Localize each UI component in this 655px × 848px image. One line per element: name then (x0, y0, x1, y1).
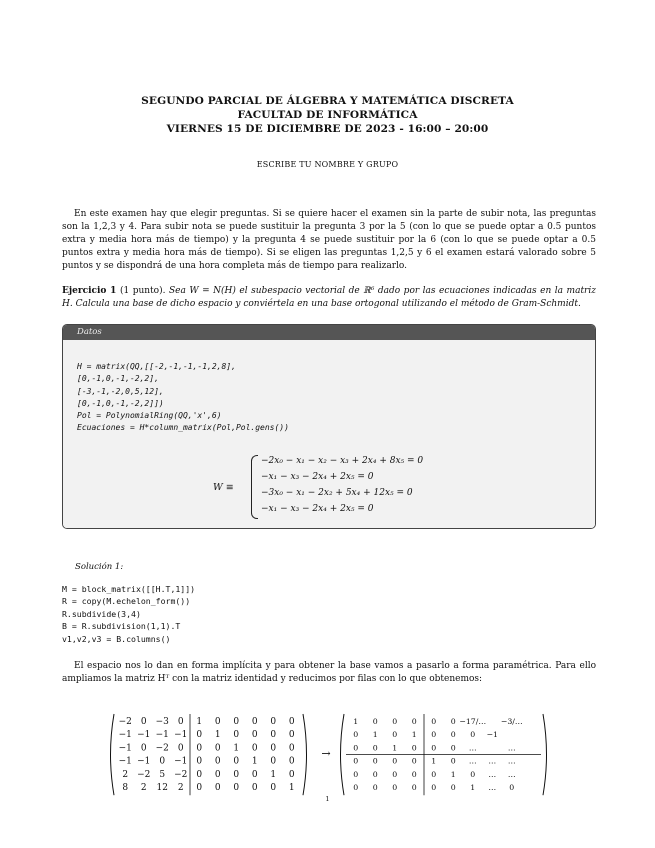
matrix-cell: 0 (372, 743, 378, 753)
matrix-cell: 1 (233, 743, 240, 754)
matrix-cell: −1 (174, 730, 188, 741)
matrix-cell: 0 (251, 769, 258, 780)
matrix-cell: … (468, 743, 477, 753)
header-line-2: FACULTAD DE INFORMÁTICA (237, 109, 418, 121)
matrix-cell: … (488, 756, 497, 766)
matrix-cell: 0 (288, 730, 295, 741)
matrix-cell: 0 (411, 769, 417, 779)
matrix-cell: 0 (509, 783, 515, 792)
datos-box (62, 324, 596, 529)
matrix-cell: −1 (174, 756, 188, 767)
matrix-cell: 0 (450, 717, 456, 726)
matrix-cell: 0 (233, 717, 240, 727)
code-line: v1,v2,v3 = B.columns() (62, 633, 171, 644)
exercise-label: Ejercicio 1 (62, 286, 117, 296)
code-line: B = R.subdivision(1,1).T (62, 621, 181, 632)
matrix-cell: 0 (353, 730, 359, 740)
matrix-cell: 0 (470, 730, 476, 740)
matrix-cell: 0 (372, 756, 378, 766)
matrix-cell: 0 (392, 769, 398, 779)
matrix-cell: 0 (270, 783, 277, 793)
matrix-cell: 0 (177, 743, 184, 754)
matrix-cell: 0 (214, 783, 221, 793)
matrix-cell: 0 (450, 783, 456, 792)
matrix-cell: 1 (431, 756, 437, 766)
header-line-1: SEGUNDO PARCIAL DE ÁLGEBRA Y MATEMÁTICA DISCRETA (141, 95, 514, 107)
exercise-points: (1 punto). (119, 286, 166, 296)
matrix-cell: 0 (353, 769, 359, 779)
code-line: [-3,-1,-2,0,5,12], (77, 386, 164, 396)
matrix-cell: 0 (233, 783, 240, 793)
matrix-cell: … (507, 756, 516, 766)
matrix-cell: 0 (140, 743, 147, 754)
matrix-cell: −1 (137, 756, 151, 767)
matrix-cell: 0 (392, 730, 398, 740)
matrix-cell: 1 (372, 730, 378, 740)
matrix-cell: 0 (270, 730, 277, 741)
matrix-cell: 1 (411, 730, 417, 740)
matrix-cell: 0 (251, 717, 258, 727)
matrix-figure (106, 710, 551, 796)
matrix-cell: … (507, 769, 516, 779)
matrix-cell: 0 (288, 756, 295, 767)
matrix-cell: −3/… (500, 717, 523, 726)
code-line: [0,-1,0,-1,-2,2], (77, 374, 159, 384)
matrix-cell: 0 (372, 783, 378, 792)
matrix-cell: … (507, 743, 516, 753)
matrix-cell: −1 (486, 730, 498, 740)
right-paren (303, 714, 307, 795)
matrix-cell: −1 (118, 743, 132, 754)
datos-body (63, 340, 595, 528)
matrix-cell: 0 (372, 769, 378, 779)
matrix-cell: 1 (470, 783, 476, 792)
matrix-cell: 0 (288, 717, 295, 727)
matrix-cell: −2 (155, 743, 169, 754)
matrix-cell: 1 (196, 717, 203, 727)
matrix-cell: 0 (431, 717, 437, 726)
matrix-cell: 0 (177, 717, 184, 727)
matrix-cell: −2 (118, 717, 132, 727)
matrix-cell: 1 (392, 743, 398, 753)
code-line: R = copy(M.echelon_form()) (62, 596, 191, 607)
system-lhs: W ≡ (213, 482, 234, 493)
matrix-cell: 0 (251, 783, 258, 793)
matrix-cell: 1 (270, 769, 277, 780)
matrix-cell: 8 (122, 783, 129, 793)
matrix-cell: 0 (288, 743, 295, 754)
matrix-cell: 0 (470, 769, 476, 779)
exam-header (0, 94, 655, 136)
matrix-cell: 0 (411, 717, 417, 726)
matrix-cell: 0 (233, 769, 240, 780)
matrix-cell: 0 (270, 743, 277, 754)
matrix-cell: 12 (156, 783, 168, 793)
matrix-cell: 0 (392, 717, 398, 726)
matrix-cell: 0 (372, 717, 378, 726)
matrix-cell: 0 (214, 756, 221, 767)
matrix-cell: 0 (196, 743, 203, 754)
matrix-cell: 0 (450, 743, 456, 753)
code-line: H = matrix(QQ,[[-2,-1,-1,-1,2,8], (77, 362, 236, 372)
matrix-cell: 0 (233, 730, 240, 741)
matrix-cell: −2 (137, 769, 151, 780)
matrix-cell: 0 (353, 756, 359, 766)
matrix-cell: 1 (353, 717, 359, 726)
solution-label: Solución 1: (75, 562, 124, 572)
matrix-reduction (106, 710, 551, 796)
code-line: Ecuaciones = H*column_matrix(Pol,Pol.gens()) (77, 423, 289, 433)
matrix-cell: 0 (431, 743, 437, 753)
matrix-cell: −1 (155, 730, 169, 741)
matrix-cell: 0 (196, 783, 203, 793)
matrix-cell: … (488, 783, 497, 792)
equation: −x₁ − x₃ − 2x₄ + 2x₅ = 0 (261, 504, 374, 514)
matrix-cell: 0 (251, 743, 258, 754)
equation: −2x₀ − x₁ − x₂ − x₃ + 2x₄ + 8x₅ = 0 (261, 456, 424, 466)
matrix-cell: 0 (214, 743, 221, 754)
matrix-cell: 0 (140, 717, 147, 727)
matrix-cell: 2 (122, 769, 129, 780)
matrix-cell: 1 (450, 769, 456, 779)
code-line: [0,-1,0,-1,-2,2]]) (77, 398, 164, 408)
matrix-cell: 0 (196, 730, 203, 741)
code-line: R.subdivide(3,4) (62, 608, 141, 619)
matrix-cell: 0 (196, 769, 203, 780)
equation: −x₁ − x₃ − 2x₄ + 2x₅ = 0 (261, 472, 374, 482)
matrix-cell: 0 (288, 769, 295, 780)
matrix-cell: 0 (214, 717, 221, 727)
intro-paragraph: En este examen hay que elegir preguntas. Si se quiere hacer el examen sin la parte de subir nota, las preguntas son la 1,2,3 y 4. Para subir nota se puede sustituir la pregunta 3 por la 5 (con lo que se puede optar a 0.5 puntos extra y media hora más de tiempo) y la pregunta 4 se puede sustituir por la 6 (con lo que se puede optar a 0.5 puntos extra y media hora más de tiempo). Si se eligen las preguntas 1,2,5 y 6 el examen estará valorado sobre 5 puntos y se dispondrá de una hora completa más de tiempo para realizarlo. (62, 209, 596, 271)
arrow-symbol: → (321, 747, 331, 760)
code-line: Pol = PolynomialRing(QQ,'x',6) (77, 411, 222, 421)
matrix-cell: … (488, 769, 497, 779)
matrix-cell: 2 (177, 783, 184, 793)
matrix-cell: 0 (353, 783, 359, 792)
matrix-cell: 0 (270, 717, 277, 727)
matrix-cell: −1 (137, 730, 151, 741)
matrix-cell: −17/… (459, 717, 487, 726)
matrix-cell: 2 (140, 783, 147, 793)
matrix-cell: 0 (411, 783, 417, 792)
matrix-cell: 0 (270, 756, 277, 767)
matrix-cell: −1 (118, 756, 132, 767)
matrix-cell: 0 (431, 730, 437, 740)
equation-list (261, 453, 423, 517)
matrix-cell: −2 (174, 769, 188, 780)
matrix-cell: 5 (159, 769, 166, 780)
matrix-cell: 0 (450, 756, 456, 766)
matrix-cell: 0 (159, 756, 166, 767)
matrix-cell: 1 (288, 783, 295, 793)
matrix-cell: 0 (214, 769, 221, 780)
matrix-cell: 0 (196, 756, 203, 767)
left-brace (251, 455, 258, 519)
left-paren (341, 714, 345, 795)
code-line: M = block_matrix([[H.T,1]]) (62, 584, 196, 594)
matrix-cell: 0 (251, 730, 258, 741)
datos-title: Datos (63, 325, 595, 340)
matrix-cell: 0 (411, 756, 417, 766)
datos-code (77, 349, 289, 434)
matrix-cell: 1 (214, 730, 221, 741)
header-line-3: VIERNES 15 DE DICIEMBRE DE 2023 - 16:00 – 20:00 (166, 123, 489, 135)
right-paren (543, 714, 547, 795)
matrix-cell: 0 (353, 743, 359, 753)
matrix-cell: 0 (450, 730, 456, 740)
exercise-statement: Sea W = N(H) el subespacio vectorial de ℝ⁶ dado por las ecuaciones indicadas en la matriz H. Calcula una base de dicho espacio y conviértela en una base ortogonal utilizando el método de Gram-Schmidt. (62, 286, 596, 309)
matrix-cell: 0 (233, 756, 240, 767)
exercise-1 (62, 285, 596, 311)
matrix-cell: 0 (392, 783, 398, 792)
matrix-cell: 0 (431, 769, 437, 779)
left-paren (111, 714, 115, 795)
matrix-cell: 1 (251, 756, 258, 767)
matrix-cell: 0 (411, 743, 417, 753)
matrix-cell: −1 (118, 730, 132, 741)
name-instruction: ESCRIBE TU NOMBRE Y GRUPO (256, 160, 399, 169)
matrix-cell: 0 (392, 756, 398, 766)
page-number: 1 (325, 795, 330, 803)
matrix-cell: −3 (155, 717, 169, 727)
matrix-cell: … (468, 756, 477, 766)
solution-code (62, 583, 195, 645)
matrix-cell: 0 (431, 783, 437, 792)
solution-text: El espacio nos lo dan en forma implícita y para obtener la base vamos a pasarlo a forma paramétrica. Para ello ampliamos la matriz Hᵀ con la matriz identidad y reducimos por filas con lo que obtenemos: (62, 661, 596, 684)
equation: −3x₀ − x₁ − 2x₂ + 5x₄ + 12x₅ = 0 (261, 488, 413, 498)
